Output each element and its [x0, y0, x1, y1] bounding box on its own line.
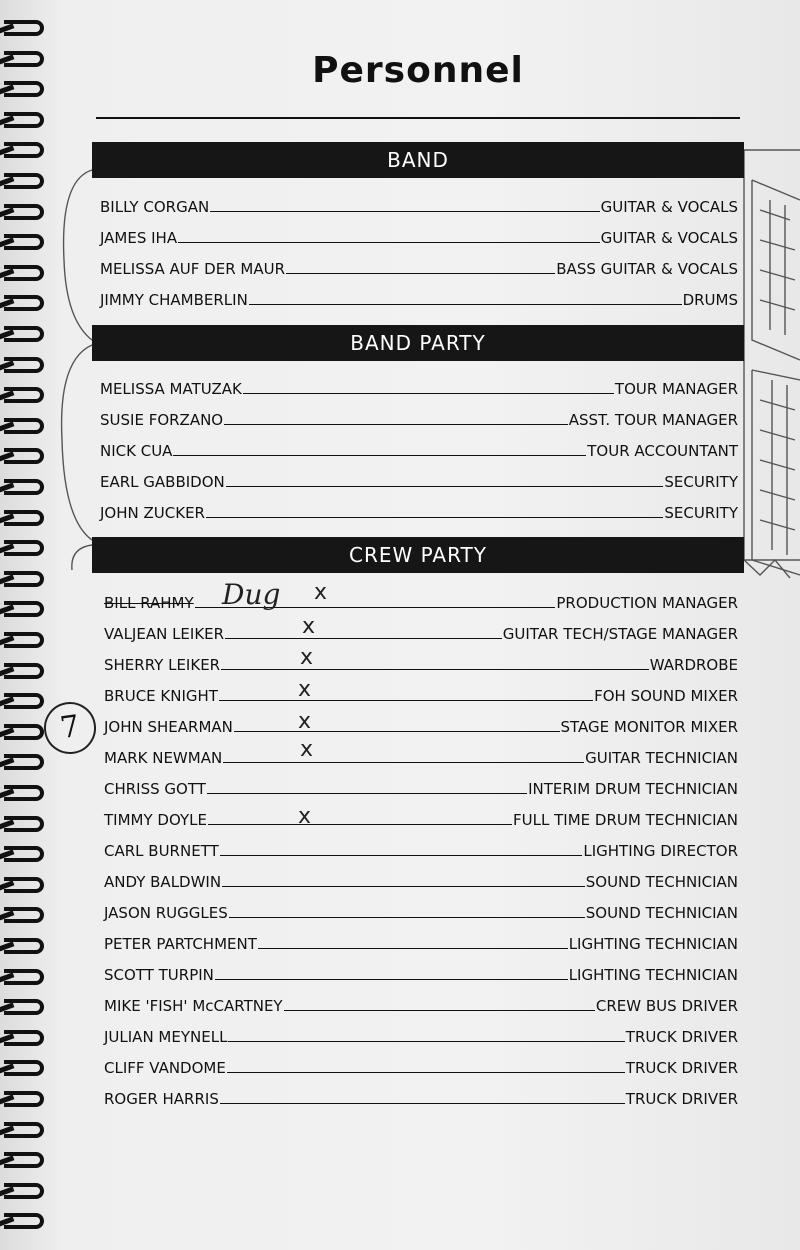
personnel-row	[104, 867, 738, 891]
person-role: BASS GUITAR & VOCALS	[556, 260, 738, 278]
leader-line	[225, 638, 502, 639]
leader-line	[206, 517, 663, 518]
person-name: JOHN ZUCKER	[100, 504, 205, 522]
person-role: INTERIM DRUM TECHNICIAN	[528, 780, 738, 798]
leader-line	[226, 486, 664, 487]
person-role: STAGE MONITOR MIXER	[560, 718, 738, 736]
person-name: MELISSA AUF DER MAUR	[100, 260, 286, 278]
person-role: LIGHTING TECHNICIAN	[568, 935, 738, 953]
spiral-coil	[4, 510, 44, 526]
spiral-coil	[4, 1091, 44, 1107]
personnel-row	[104, 1084, 738, 1108]
leader-line	[286, 273, 555, 274]
spiral-coil	[4, 357, 44, 373]
leader-line	[215, 979, 568, 980]
personnel-row	[104, 774, 738, 798]
person-name: CARL BURNETT	[104, 842, 219, 860]
person-role: WARDROBE	[649, 656, 738, 674]
spiral-coil	[4, 20, 44, 36]
leader-line	[258, 948, 568, 949]
leader-line	[249, 304, 682, 305]
leader-line	[284, 1010, 595, 1011]
leader-line	[210, 211, 599, 212]
leader-line	[207, 793, 527, 794]
personnel-row	[100, 285, 738, 309]
person-name: JASON RUGGLES	[104, 904, 228, 922]
person-role: TRUCK DRIVER	[625, 1028, 738, 1046]
spiral-coil	[4, 907, 44, 923]
person-name: MELISSA MATUZAK	[100, 380, 242, 398]
person-role: FULL TIME DRUM TECHNICIAN	[513, 811, 738, 829]
spiral-coil	[4, 81, 44, 97]
section-header-band-party: BAND PARTY	[92, 325, 744, 361]
personnel-row	[104, 991, 738, 1015]
person-name: NICK CUA	[100, 442, 173, 460]
person-role: TRUCK DRIVER	[625, 1090, 738, 1108]
personnel-row	[104, 960, 738, 984]
spiral-coil	[4, 816, 44, 832]
leader-line	[173, 455, 586, 456]
leader-line	[219, 700, 593, 701]
leader-line	[227, 1072, 625, 1073]
page-title: Personnel	[312, 50, 524, 91]
handwritten-check-mark: x	[298, 709, 312, 734]
spiral-coil	[4, 540, 44, 556]
person-name: VALJEAN LEIKER	[104, 625, 225, 643]
personnel-row	[104, 588, 738, 612]
personnel-row	[104, 836, 738, 860]
person-role: GUITAR & VOCALS	[600, 198, 738, 216]
leader-line	[234, 731, 560, 732]
personnel-row	[100, 467, 738, 491]
spiral-coil	[4, 969, 44, 985]
spiral-coil	[4, 1122, 44, 1138]
person-name: EARL GABBIDON	[100, 473, 225, 491]
spiral-coil	[4, 326, 44, 342]
person-name: BILLY CORGAN	[100, 198, 210, 216]
personnel-row	[100, 436, 738, 460]
leader-line	[208, 824, 512, 825]
person-role: TRUCK DRIVER	[625, 1059, 738, 1077]
handwritten-check-mark: x	[302, 614, 316, 639]
person-role: SOUND TECHNICIAN	[585, 904, 738, 922]
person-name: BRUCE KNIGHT	[104, 687, 218, 705]
personnel-row	[100, 498, 738, 522]
person-role: CREW BUS DRIVER	[595, 997, 738, 1015]
person-name: JULIAN MEYNELL	[104, 1028, 228, 1046]
personnel-row	[104, 929, 738, 953]
person-role: TOUR ACCOUNTANT	[587, 442, 738, 460]
person-name: SCOTT TURPIN	[104, 966, 214, 984]
person-name: PETER PARTCHMENT	[104, 935, 257, 953]
leader-line	[221, 669, 649, 670]
leader-line	[223, 762, 584, 763]
person-name: TIMMY DOYLE	[104, 811, 207, 829]
handwritten-check-mark: x	[298, 804, 312, 829]
spiral-coil	[4, 785, 44, 801]
spiral-coil	[4, 1030, 44, 1046]
spiral-coil	[4, 877, 44, 893]
spiral-coil	[4, 112, 44, 128]
person-role: ASST. TOUR MANAGER	[568, 411, 738, 429]
personnel-row	[104, 743, 738, 767]
person-role: DRUMS	[682, 291, 738, 309]
personnel-row	[100, 374, 738, 398]
spiral-coil	[4, 51, 44, 67]
handwritten-check-mark: x	[300, 645, 314, 670]
person-name: CHRISS GOTT	[104, 780, 206, 798]
leader-line	[229, 917, 585, 918]
person-name: SUSIE FORZANO	[100, 411, 224, 429]
person-role: LIGHTING DIRECTOR	[583, 842, 738, 860]
spiral-coil	[4, 1152, 44, 1168]
person-role: LIGHTING TECHNICIAN	[568, 966, 738, 984]
leader-line	[228, 1041, 624, 1042]
person-role: GUITAR & VOCALS	[600, 229, 738, 247]
spiral-coil	[4, 1213, 44, 1229]
spiral-coil	[4, 571, 44, 587]
spiral-coil	[4, 265, 44, 281]
spiral-coil	[4, 479, 44, 495]
spiral-coil	[4, 173, 44, 189]
person-name: BILL RAHMY	[104, 594, 194, 612]
spiral-coil	[4, 632, 44, 648]
spiral-coil	[4, 1060, 44, 1076]
personnel-row	[104, 650, 738, 674]
section-header-crew-party: CREW PARTY	[92, 537, 744, 573]
person-name: JIMMY CHAMBERLIN	[100, 291, 248, 309]
person-role: PRODUCTION MANAGER	[556, 594, 738, 612]
spiral-coil	[4, 724, 44, 740]
leader-line	[243, 393, 614, 394]
handwritten-check-mark: x	[298, 677, 312, 702]
person-name: JAMES IHA	[100, 229, 178, 247]
personnel-row	[100, 254, 738, 278]
leader-line	[224, 424, 568, 425]
person-role: SECURITY	[664, 504, 738, 522]
spiral-coil	[4, 999, 44, 1015]
leader-line	[178, 242, 600, 243]
spiral-coil	[4, 663, 44, 679]
title-underline	[96, 117, 740, 119]
person-name: ANDY BALDWIN	[104, 873, 222, 891]
person-name: MIKE 'FISH' McCARTNEY	[104, 997, 283, 1015]
personnel-row	[100, 405, 738, 429]
spiral-binding	[0, 0, 60, 1250]
person-name: ROGER HARRIS	[104, 1090, 219, 1108]
section-header-band: BAND	[92, 142, 744, 178]
spiral-coil	[4, 142, 44, 158]
circled-number: 7	[41, 699, 100, 758]
spiral-coil	[4, 204, 44, 220]
personnel-row	[100, 223, 738, 247]
personnel-row	[104, 1053, 738, 1077]
person-name: CLIFF VANDOME	[104, 1059, 226, 1077]
leader-line	[222, 886, 585, 887]
person-name: SHERRY LEIKER	[104, 656, 221, 674]
person-role: GUITAR TECH/STAGE MANAGER	[502, 625, 738, 643]
spiral-coil	[4, 601, 44, 617]
personnel-row	[104, 619, 738, 643]
spiral-coil	[4, 234, 44, 250]
person-name: JOHN SHEARMAN	[104, 718, 233, 736]
person-role: FOH SOUND MIXER	[594, 687, 738, 705]
spiral-coil	[4, 938, 44, 954]
personnel-row	[104, 898, 738, 922]
leader-line	[220, 855, 583, 856]
spiral-coil	[4, 387, 44, 403]
person-name: MARK NEWMAN	[104, 749, 223, 767]
spiral-coil	[4, 846, 44, 862]
personnel-row	[100, 192, 738, 216]
handwritten-check-mark: x	[300, 737, 314, 762]
person-role: SOUND TECHNICIAN	[585, 873, 738, 891]
spiral-coil	[4, 693, 44, 709]
leader-line	[220, 1103, 625, 1104]
personnel-row	[104, 805, 738, 829]
person-role: SECURITY	[664, 473, 738, 491]
handwritten-name: Dug	[222, 578, 281, 611]
spiral-coil	[4, 448, 44, 464]
handwritten-check-mark: x	[314, 580, 328, 605]
person-role: TOUR MANAGER	[614, 380, 738, 398]
spiral-coil	[4, 754, 44, 770]
personnel-row	[104, 1022, 738, 1046]
spiral-coil	[4, 1183, 44, 1199]
spiral-coil	[4, 418, 44, 434]
personnel-row	[104, 712, 738, 736]
spiral-coil	[4, 295, 44, 311]
personnel-row	[104, 681, 738, 705]
person-role: GUITAR TECHNICIAN	[585, 749, 738, 767]
